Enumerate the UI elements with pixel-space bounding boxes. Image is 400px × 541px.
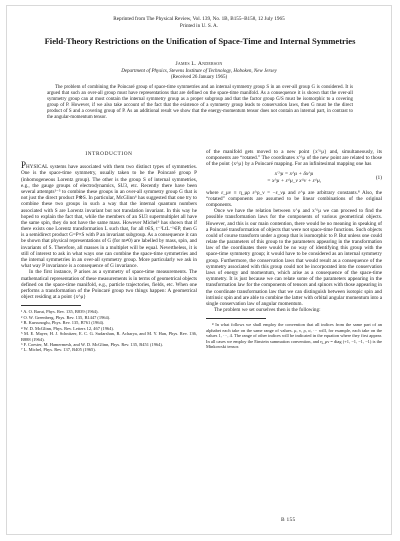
footnote-rule [21, 305, 81, 306]
reprint-line: Reprinted from The Physical Review, Vol. 139, No. 1B, B155–B158, 12 July 1965 [113, 16, 285, 22]
body-paragraph: of the manifold gets moved to a new point {x′^μ} and, simultaneously, its components are “rotated.” The coordinates x′^μ of the new point are related to those of the point {x^μ} by a Poincaré mapping. For an infinitesimal mapping one has [206, 149, 382, 168]
reference-item: ⁵ M. E. Mayer, H. J. Schnitzer, E. C. G. Sudarshan, R. Acharya, and M. Y. Han, Phys. Rev. 136, B888 (1964). [21, 331, 197, 342]
reference-item: ³ B. Kursunoglu, Phys. Rev. 135, B761 (1964). [21, 320, 105, 326]
equation-1 [206, 171, 382, 187]
equation-line-1: x′^μ = x^μ + δx^μ [274, 170, 314, 177]
page-number: B 155 [281, 517, 296, 523]
affiliation-block [7, 69, 391, 81]
equation-line-2: = x^μ + ε^μ_ν x^ν + ε^μ, [266, 177, 322, 184]
abstract-text: The problem of combining the Poincaré group of space-time symmetries and an internal symmetry group S in an over-all group G is considered. It is argued that such an over-all group must have representations that are defined on the space-time manifold. As a consequence it is shown that the over-all symmetry group can at most contain the internal symmetry group as a proper subgroup and that the factor group G/S must be isomorphic to a covering group of P. However, if we also take account of the fact that the existence of a symmetry group leads to conservation laws, then G must be the direct product of S and a covering group of P. As an additional result we show that the energy-momentum tensor does not contain an internal part, in contrast to the angular-momentum tensor. [47, 85, 353, 120]
journal-page [6, 5, 392, 535]
reference-item: ⁶ F. Coester, M. Hamermesh, and W. D. McGlinn, Phys. Rev. 135, B451 (1964). [21, 342, 163, 348]
body-paragraph: where ε_μν ≡ η_μρ ε^ρ_ν = −ε_νμ and ε^μ are arbitrary constants.⁸ Also, the “rotated” components are assumed to be linear combinations of the original components. [206, 189, 382, 208]
received-date: (Received 26 January 1965) [170, 75, 228, 80]
body-paragraph: Once we have the relation between x^μ and x′^μ we can proceed to find the possible transformation laws for the components of various geometrical objects. However, and this is our main contention, there would be no meaning in speaking of a Poincaré transformation of objects that were not space-time functions. Such objects could of course transform under a group that is isomorphic to P. But unless one could relate the parameters of this group to the parameters appearing in the transformation law of the coordinates there would be no way of identifying this group with the space-time symmetry group; it would have to be considered as an internal symmetry group. Furthermore, the conservation laws that would result as a consequence of the symmetry associated with this group could not be incorporated into the conservation laws of energy and momentum, which arise as a consequence of the space-time symmetry. It is just because we can relate some of the parameters appearing in the transformation law for the components of tensors and spinors with those appearing in the coordinate transformation law that we can distinguish between isotopic spin and intrinsic spin and are able to combine the latter with orbital angular momentum into a single conservation law of angular momentum. [206, 208, 382, 307]
equation-number: (1) [375, 174, 382, 181]
drop-cap: P [21, 160, 27, 171]
left-column [21, 149, 197, 353]
footnote-rule [206, 318, 266, 319]
reference-item: ⁷ L. Michel, Phys. Rev. 137, B405 (1965). [21, 347, 96, 353]
paper-title: Field-Theory Restrictions on the Unification of Space-Time and Internal Symmetries [44, 36, 356, 46]
intro-paragraph-2: In the first instance, P arises as a symmetry of space-time measurements. The mathematical representation of these measurements is in terms of geometrical objects defined on the space-time manifold, e.g., particle trajectories, fields, etc. When one performs a transformation of the Poincaré group two things happen: A geometrical object residing at a point {x^μ} [21, 269, 197, 301]
abstract [47, 85, 353, 120]
author-name: James L. Anderson [175, 61, 223, 67]
printed-line: Printed in U. S. A. [179, 22, 219, 29]
reference-item: ⁴ W. D. McGlinn, Phys. Rev. Letters 12, 467 (1964). [21, 325, 114, 331]
reference-item: ¹ A. O. Barut, Phys. Rev. 135, B839 (1964). [21, 309, 99, 315]
reference-item: ² O. W. Greenberg, Phys. Rev. 135, B1447 (1964). [21, 314, 111, 320]
body-paragraph: The problem we set ourselves then is the following: [214, 307, 321, 314]
footnote-text: ⁸ In what follows we shall employ the convention that all indices from the same part of an alphabet each take on the same range of values. μ, ν, ρ, σ, ··· will, for example, each take on the values 1, ···, 4. The range of other indices will be indicated in the equation where they first appear. In all cases we employ the Einstein summation convention, and η_μν = diag (+1, −1, −1, −1) is the Minkowski tensor. [206, 322, 382, 350]
intro-paragraph-1 [21, 162, 197, 269]
affiliation: Department of Physics, Stevens Institute of Technology, Hoboken, New Jersey [121, 69, 277, 74]
section-heading: INTRODUCTION [85, 151, 133, 157]
right-column [206, 149, 382, 350]
reprint-header [7, 16, 391, 29]
reference-list [21, 309, 197, 353]
footnote [206, 322, 382, 349]
intro-paragraph-1-text: HYSICAL systems have associated with them two distinct types of symmetries. One is the space-time symmetry, usually taken to be the Poincaré group P (inhomogeneous Lorentz group). The other is the group S of internal symmetries, e.g., the gauge groups of electrodynamics, SU3, etc. Recently there have been several attempts¹⁻⁵ to combine these groups in an over-all symmetry group G that is not just the direct product P⊗S. In particular, McGlinn⁶ has suggested that one try to combine these two groups in such a way that the internal quantum numbers associated with S are Lorentz invariant but not translation invariant. In this way he hoped to explain the fact that, while the members of an SU3 supermultiplet all have the same spin, they do not have the same mass. However Michel⁶ has shown that if there exists one Lorentz transformation L such that, for all t∈S, t⁻¹LtL⁻¹∈P, then G is a semidirect product G=P×S with P an invariant subgroup. As a consequence it can be shown that physical representations of G (for m≠0) are labelled by mass, spin, and invariants of S. Therefore, all masses in a multiplet will be equal. Nevertheless, it is still of interest to ask in what ways one can combine the space-time symmetries and the internal symmetries in an over-all symmetry group. More particularly we ask in what way P invariance is a consequence of G invariance. [21, 164, 197, 270]
